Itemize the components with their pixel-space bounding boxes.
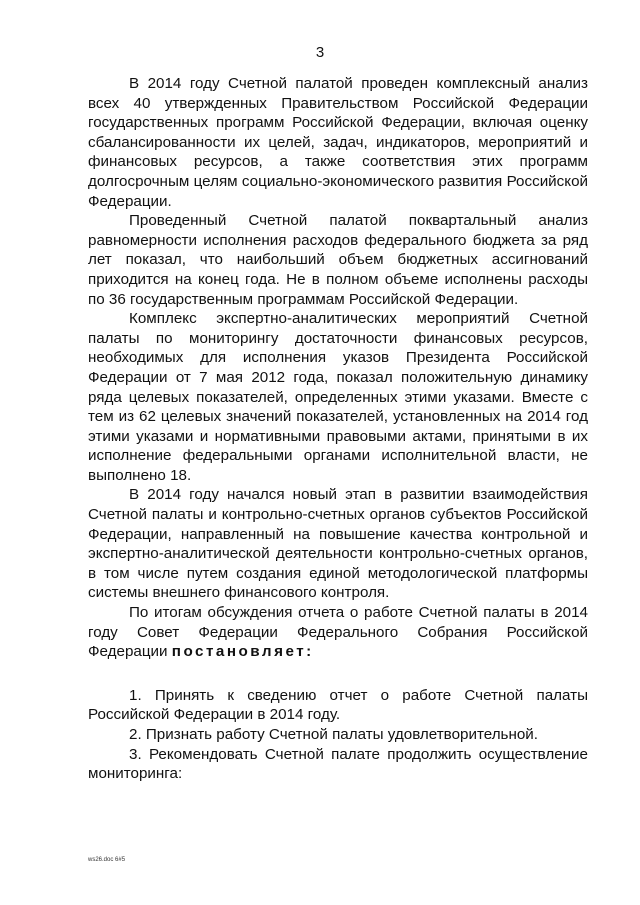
paragraph-decrees: Комплекс экспертно-аналитических мероприятий Счетной палаты по мониторингу достаточности финансовых ресурсов, необходимых для исполнения указов Президента Российской Федерации от 7 мая 2012 года, показал положительную динамику ряда целевых показателей, определенных этими указами. Вместе с тем из 62 целевых значений показателей, установленных на 2014 год этими указами и нормативными правовыми актами, принятыми в их исполнение федеральными органами исполнительной власти, не выполнено 18. — [88, 310, 588, 484]
resolution-item-1: 1. Принять к сведению отчет о работе Счетной палаты Российской Федерации в 2014 году. — [88, 686, 588, 724]
resolution-item-2: 2. Признать работу Счетной палаты удовлетворительной. — [129, 726, 538, 743]
footer-file-label: ws26.doc 6#5 — [88, 857, 126, 863]
resolution-keyword: постановляет: — [171, 643, 314, 661]
paragraph-analysis: В 2014 году Счетной палатой проведен комплексный анализ всех 40 утвержденных Правительством Российской Федерации государственных программ Российской Федерации, включая оценку сбалансированности их целей, задач, индикаторов, мероприятий и финансовых ресурсов, а также соответствия этих программ долгосрочным целям социально-экономического развития Российской Федерации. — [88, 75, 588, 210]
paragraph-interaction: В 2014 году начался новый этап в развитии взаимодействия Счетной палаты и контрольно-счетных органов субъектов Российской Федерации, направленный на повышение качества контрольной и экспертно-аналитической деятельности контрольно-счетных органов, в том числе путем создания единой методологической платформы системы внешнего финансового контроля. — [88, 486, 588, 602]
paragraph-quarterly: Проведенный Счетной палатой поквартальный анализ равномерности исполнения расходов федерального бюджета за ряд лет показал, что наибольший объем бюджетных ассигнований приходится на конец года. Не в полном объеме исполнены расходы по 36 государственным программам Российской Федерации. — [88, 212, 588, 308]
resolution-intro-text: По итогам обсуждения отчета о работе Счетной палаты в 2014 году Совет Федерации Федерального Собрания Российской Федерации — [88, 604, 588, 661]
page-number: 3 — [315, 44, 325, 61]
resolution-item-3: 3. Рекомендовать Счетной палате продолжить осуществление мониторинга: — [88, 745, 588, 783]
resolution-intro — [88, 603, 588, 662]
document-body — [88, 74, 588, 784]
section-spacer — [88, 662, 588, 686]
